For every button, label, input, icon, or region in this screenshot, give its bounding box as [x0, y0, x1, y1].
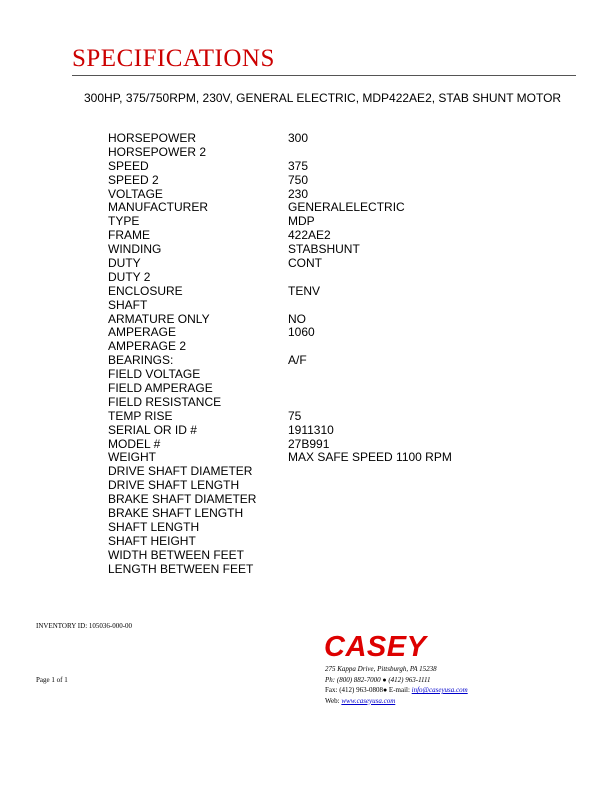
- company-logo: CASEY: [324, 631, 427, 663]
- spec-label: WEIGHT: [108, 450, 156, 465]
- spec-label: DUTY: [108, 256, 141, 271]
- spec-row: [108, 423, 428, 437]
- spec-value: [288, 492, 428, 506]
- spec-row: [108, 298, 428, 312]
- spec-label: SHAFT: [108, 297, 148, 312]
- spec-label: SHAFT HEIGHT: [108, 533, 196, 548]
- spec-row: [108, 395, 428, 409]
- spec-value: 75: [288, 408, 302, 423]
- web-label: Web:: [325, 696, 342, 705]
- spec-label: BRAKE SHAFT LENGTH: [108, 506, 244, 521]
- spec-row: [108, 200, 428, 214]
- spec-value: [288, 381, 428, 395]
- spec-value: 422AE2: [288, 228, 331, 243]
- spec-row: [108, 548, 428, 562]
- company-phone: Ph: (800) 882-7000 ● (412) 963-1111: [325, 675, 431, 684]
- spec-label: WINDING: [108, 242, 162, 257]
- email-link[interactable]: info@caseyusa.com: [411, 686, 468, 694]
- spec-row: [108, 409, 428, 423]
- spec-value: A/F: [288, 353, 307, 368]
- spec-row: [108, 228, 428, 242]
- spec-value: [288, 145, 428, 159]
- spec-value: 375: [288, 158, 309, 173]
- spec-row: [108, 312, 428, 326]
- spec-row: [108, 534, 428, 548]
- spec-value: [288, 534, 428, 548]
- spec-row: [108, 159, 428, 173]
- spec-value: 1911310: [288, 422, 334, 437]
- spec-value: [288, 298, 428, 312]
- spec-label: ENCLOSURE: [108, 283, 183, 298]
- spec-value: 230: [288, 186, 309, 201]
- spec-row: [108, 381, 428, 395]
- spec-label: FRAME: [108, 228, 150, 243]
- spec-value: MDP: [288, 214, 315, 229]
- spec-label: FIELD AMPERAGE: [108, 381, 213, 396]
- spec-label: VOLTAGE: [108, 186, 163, 201]
- spec-label: FIELD VOLTAGE: [108, 367, 201, 382]
- spec-row: [108, 187, 428, 201]
- spec-row: [108, 325, 428, 339]
- spec-label: BRAKE SHAFT DIAMETER: [108, 492, 257, 507]
- spec-value: [288, 548, 428, 562]
- website-link[interactable]: www.caseyusa.com: [341, 696, 396, 705]
- spec-value: [288, 270, 428, 284]
- spec-label: SPEED 2: [108, 172, 159, 187]
- spec-value: STABSHUNT: [288, 242, 360, 257]
- spec-label: MANUFACTURER: [108, 200, 209, 215]
- fax-label: Fax: (412) 963-0808● E-mail:: [325, 686, 412, 694]
- spec-value: [288, 478, 428, 492]
- spec-row: [108, 437, 428, 451]
- spec-value: 750: [288, 172, 309, 187]
- spec-row: [108, 492, 428, 506]
- spec-list: [108, 131, 452, 576]
- spec-row: [108, 562, 428, 576]
- spec-label: DRIVE SHAFT LENGTH: [108, 478, 240, 493]
- spec-value: CONT: [288, 256, 322, 271]
- spec-row: [108, 464, 428, 478]
- spec-row: [108, 214, 428, 228]
- spec-row: [108, 450, 452, 465]
- company-address: 275 Kappa Drive, Pittsburgh, PA 15238: [325, 665, 437, 673]
- spec-row: [108, 131, 428, 145]
- spec-value: 27B991: [288, 436, 330, 451]
- spec-label: FIELD RESISTANCE: [108, 394, 222, 409]
- spec-row: [108, 506, 428, 520]
- spec-value: 1060: [288, 325, 315, 340]
- spec-label: DUTY 2: [108, 269, 151, 284]
- spec-label: HORSEPOWER: [108, 131, 197, 145]
- spec-value: [288, 506, 428, 520]
- company-web: [325, 696, 468, 707]
- product-subtitle: 300HP, 375/750RPM, 230V, GENERAL ELECTRIC, MDP422AE2, STAB SHUNT MOTOR: [84, 91, 562, 105]
- spec-label: SERIAL OR ID #: [108, 422, 197, 437]
- spec-label: ARMATURE ONLY: [108, 311, 210, 326]
- spec-row: [108, 478, 428, 492]
- spec-label: AMPERAGE: [108, 325, 177, 340]
- spec-row: [108, 173, 428, 187]
- spec-row: [108, 256, 428, 270]
- spec-row: [108, 339, 428, 353]
- spec-label: WIDTH BETWEEN FEET: [108, 547, 244, 562]
- inventory-id: INVENTORY ID: 105036-000-00: [36, 622, 133, 630]
- spec-label: MODEL #: [108, 436, 161, 451]
- spec-value: [288, 464, 428, 478]
- spec-value: NO: [288, 311, 306, 326]
- spec-label: SPEED: [108, 158, 149, 173]
- spec-value: [288, 395, 428, 409]
- spec-row: [108, 353, 428, 367]
- spec-label: TEMP RISE: [108, 408, 173, 423]
- spec-label: HORSEPOWER 2: [108, 144, 207, 159]
- spec-value: MAX SAFE SPEED 1100 RPM: [288, 450, 452, 465]
- spec-label: TYPE: [108, 214, 140, 229]
- contact-block: [325, 664, 468, 706]
- spec-value: [288, 520, 428, 534]
- spec-value: [288, 562, 428, 576]
- page-number: Page 1 of 1: [36, 676, 68, 684]
- spec-label: BEARINGS:: [108, 353, 174, 368]
- spec-row: [108, 520, 428, 534]
- spec-row: [108, 284, 428, 298]
- spec-value: 300: [288, 131, 309, 145]
- spec-label: AMPERAGE 2: [108, 339, 187, 354]
- spec-row: [108, 145, 428, 159]
- title-divider: [72, 75, 576, 76]
- spec-row: [108, 367, 428, 381]
- spec-label: DRIVE SHAFT DIAMETER: [108, 464, 253, 479]
- spec-row: [108, 242, 428, 256]
- spec-value: TENV: [288, 283, 321, 298]
- spec-row: [108, 270, 428, 284]
- spec-label: LENGTH BETWEEN FEET: [108, 561, 254, 576]
- spec-value: [288, 339, 428, 353]
- page-title: SPECIFICATIONS: [72, 45, 275, 72]
- company-fax-email: [325, 685, 468, 696]
- spec-value: GENERALELECTRIC: [288, 200, 405, 215]
- spec-value: [288, 367, 428, 381]
- spec-label: SHAFT LENGTH: [108, 519, 200, 534]
